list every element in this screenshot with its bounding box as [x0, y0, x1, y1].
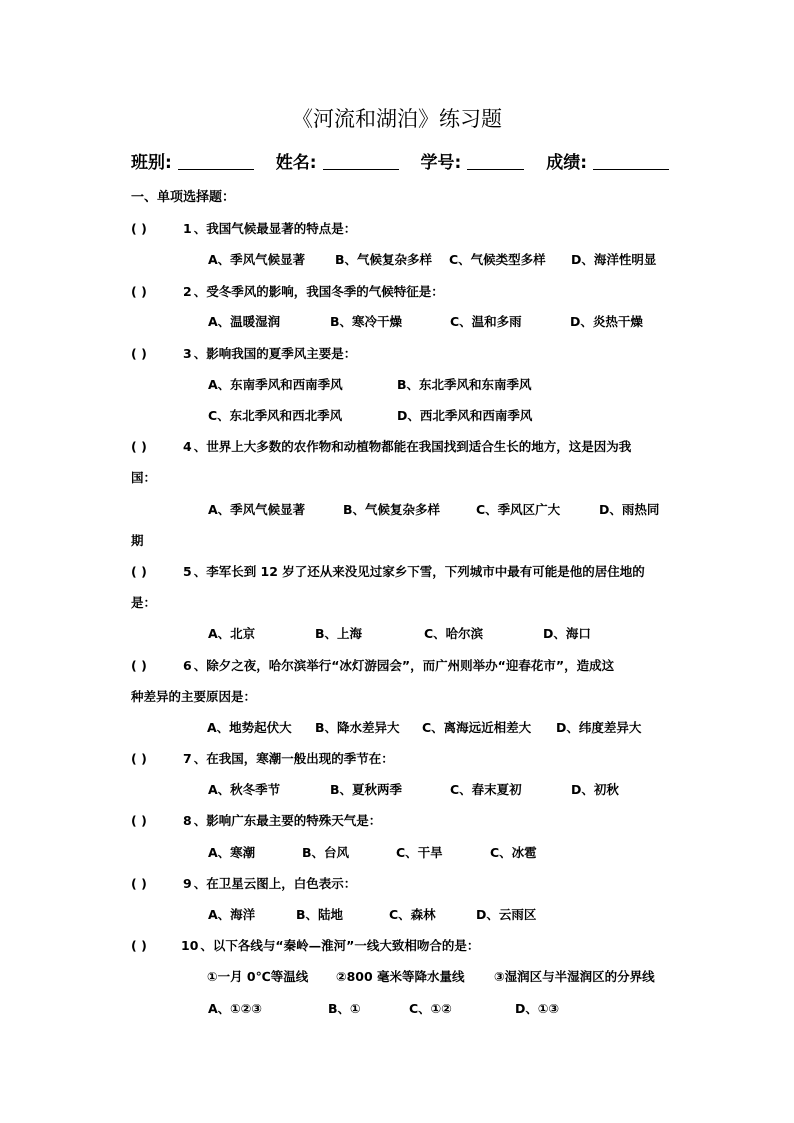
- option-c: C、东北季风和西北季风: [208, 408, 343, 423]
- option-a: A、秋冬季节: [208, 782, 281, 797]
- option-a: A、寒潮: [208, 845, 256, 860]
- option-c: C、温和多雨: [450, 314, 522, 329]
- question-4: ( ) 4 、世界上大多数的农作物和动植物都能在我国找到适合生长的地方，这是因为我: [131, 439, 632, 454]
- option-b: B、降水差异大: [315, 720, 400, 735]
- option-c: C、离海远近相差大: [422, 720, 532, 735]
- option-a: A、地势起伏大: [207, 720, 292, 735]
- question-2: ( ) 2 、受冬季风的影响，我国冬季的气候特征是：: [131, 284, 444, 299]
- option-d: D、纬度差异大: [556, 720, 642, 735]
- question-continuation: 国：: [131, 470, 157, 485]
- option-d: D、海洋性明显: [571, 252, 657, 267]
- option-c: C、干旱: [396, 845, 443, 860]
- student-info-line: [131, 148, 669, 173]
- option-b: B、东北季风和东南季风: [397, 377, 532, 392]
- option-d: D、炎热干燥: [570, 314, 643, 329]
- id-blank[interactable]: [467, 153, 524, 170]
- option-d: D、雨热同: [599, 502, 660, 517]
- question-10: ( ) 10 、以下各线与“秦岭—淮河”一线大致相吻合的是：: [131, 938, 480, 953]
- option-c: C、气候类型多样: [449, 252, 546, 267]
- name-blank[interactable]: [323, 153, 399, 170]
- option-a: A、季风气候显著: [208, 252, 306, 267]
- option-b: B、夏秋两季: [330, 782, 403, 797]
- statement-3: ③湿润区与半湿润区的分界线: [494, 969, 655, 984]
- option-a: A、季风气候显著: [208, 502, 306, 517]
- question-1: ( ) 1 、我国气候最显著的特点是：: [131, 221, 357, 236]
- answer-paren[interactable]: ( ): [131, 221, 147, 236]
- question-5: ( ) 5 、李军长到 12 岁了还从来没见过家乡下雪，下列城市中最有可能是他的居住地的: [131, 564, 645, 579]
- option-c: C、①②: [409, 1001, 452, 1016]
- option-b: B、①: [328, 1001, 361, 1016]
- class-blank[interactable]: [178, 153, 254, 170]
- score-blank[interactable]: [593, 153, 669, 170]
- option-c: C、季风区广大: [476, 502, 561, 517]
- statement-2: ②800 毫米等降水量线: [336, 969, 465, 984]
- option-a: A、北京: [208, 626, 256, 641]
- question-continuation: 是：: [131, 595, 157, 610]
- option-d: C、冰雹: [490, 845, 537, 860]
- question-3: ( ) 3 、影响我国的夏季风主要是：: [131, 346, 357, 361]
- question-7: ( ) 7 、在我国，寒潮一般出现的季节在：: [131, 751, 394, 766]
- option-d: D、①③: [515, 1001, 560, 1016]
- id-label: 学号:: [420, 153, 462, 173]
- option-b: B、气候复杂多样: [335, 252, 433, 267]
- page-title: 《河流和湖泊》练习题: [292, 107, 502, 131]
- section-heading: 一、单项选择题：: [131, 190, 236, 205]
- score-label: 成绩:: [546, 153, 588, 173]
- option-b: B、上海: [315, 626, 363, 641]
- option-continuation: 期: [131, 533, 144, 548]
- option-b: B、寒冷干燥: [330, 314, 403, 329]
- question-6: ( ) 6 、除夕之夜，哈尔滨举行“冰灯游园会”，而广州则举办“迎春花市”，造成这: [131, 658, 615, 673]
- option-d: D、海口: [543, 626, 591, 641]
- option-c: C、哈尔滨: [424, 626, 484, 641]
- option-b: B、台风: [302, 845, 350, 860]
- option-a: A、①②③: [208, 1001, 262, 1016]
- option-a: A、东南季风和西南季风: [208, 377, 343, 392]
- question-9: ( ) 9 、在卫星云图上，白色表示：: [131, 876, 357, 891]
- question-continuation: 种差异的主要原因是：: [131, 689, 257, 704]
- name-label: 姓名:: [275, 153, 317, 173]
- option-b: B、气候复杂多样: [343, 502, 441, 517]
- option-a: A、海洋: [208, 907, 256, 922]
- class-label: 班别:: [131, 153, 172, 173]
- option-c: C、森林: [389, 907, 436, 922]
- option-b: B、陆地: [296, 907, 344, 922]
- option-c: C、春末夏初: [450, 782, 522, 797]
- option-d: D、云雨区: [476, 907, 537, 922]
- option-d: D、初秋: [571, 782, 619, 797]
- option-a: A、温暖湿润: [208, 314, 281, 329]
- option-d: D、西北季风和西南季风: [397, 408, 533, 423]
- question-8: ( ) 8 、影响广东最主要的特殊天气是：: [131, 813, 382, 828]
- statement-1: ①一月 0℃等温线: [207, 969, 309, 984]
